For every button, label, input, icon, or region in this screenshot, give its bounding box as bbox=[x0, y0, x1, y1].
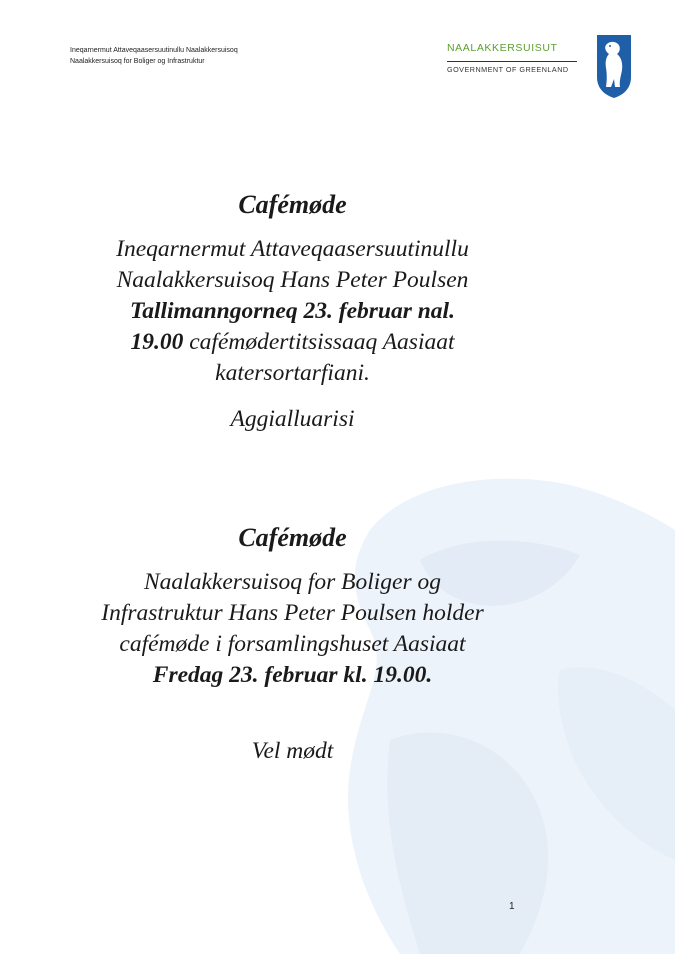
section1-date-line: Tallimanngorneq 23. februar nal. bbox=[130, 298, 455, 324]
header-department bbox=[70, 45, 238, 67]
logo-name: NAALAKKERSUISUT bbox=[447, 42, 558, 54]
header-department-line1: Ineqarnermut Attaveqaasersuutinullu Naalakkersuisoq bbox=[70, 47, 238, 54]
section-greenlandic bbox=[0, 190, 585, 435]
logo-subtitle: GOVERNMENT OF GREENLAND bbox=[447, 65, 569, 74]
section1-closing: Aggialluarisi bbox=[230, 406, 355, 432]
section1-body bbox=[0, 234, 585, 389]
section2-line2: Infrastruktur Hans Peter Poulsen holder bbox=[101, 600, 484, 626]
section2-line3: cafémøde i forsamlingshuset Aasiaat bbox=[119, 631, 466, 657]
section2-body bbox=[0, 567, 585, 691]
section1-location: cafémødertitsissaaq Aasiaat bbox=[183, 329, 455, 355]
polar-bear-crest-icon bbox=[595, 33, 633, 99]
header-department-line2: Naalakkersuisoq for Boliger og Infrastruktur bbox=[70, 58, 205, 65]
section1-title: Cafémøde bbox=[238, 190, 347, 219]
section2-date-line: Fredag 23. februar kl. 19.00. bbox=[152, 662, 433, 688]
section2-title: Cafémøde bbox=[238, 523, 347, 552]
section1-line1: Ineqarnermut Attaveqaasersuutinullu bbox=[116, 236, 469, 262]
page-number: 1 bbox=[509, 901, 515, 912]
section1-time: 19.00 bbox=[130, 329, 184, 355]
government-logo bbox=[447, 42, 582, 75]
section1-line5: katersortarfiani. bbox=[215, 360, 370, 386]
section2-closing: Vel mødt bbox=[251, 738, 334, 764]
section-danish bbox=[0, 523, 585, 767]
section1-line2: Naalakkersuisoq Hans Peter Poulsen bbox=[116, 267, 469, 293]
section2-line1: Naalakkersuisoq for Boliger og bbox=[144, 569, 441, 595]
section1-time-line bbox=[0, 327, 585, 358]
logo-divider bbox=[447, 61, 577, 62]
